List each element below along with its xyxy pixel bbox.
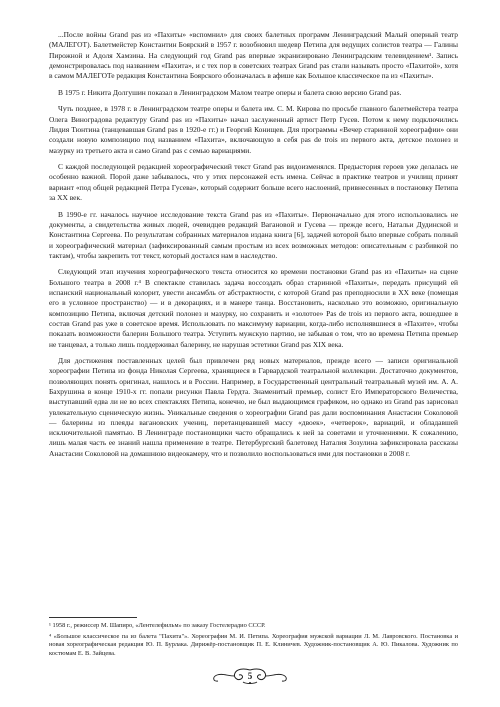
paragraph: В 1990-е гг. началось научное исследование текста Grand pas из «Пахиты». Первоначально для этого использовались не документы, а свидетельства живых людей, очевидцев редакций Вагановой и Гусева — прежде всего, Натальи Дудинской и Константина Сергеева. По результатам собранных материалов издана книга [6], задачей которой было впервые собрать полный и хореографический материал (зафиксированный самым простым из всех возможных методов: описательным с разбивкой по тактам), чтобы закрепить тот текст, который достался нам в наследство. <box>49 209 458 260</box>
paragraph: В 1975 г. Никита Долгушин показал в Ленинградском Малом театре оперы и балета свою версию Grand pas. <box>58 87 402 97</box>
footnote: ⁴ «Большое классическое па из балета "Пахита"». Хореография М. И. Петипа. Хореография мужской вариации Л. М. Лавровского. Постановка и новая хореографическая редакция Ю. П. Бурлака. Дирижёр-постановщик П. Е. Клиничев. Художник-постановщик А. Ю. Пикалова. Художник по костюмам Е. В. Зайцева. <box>49 633 458 657</box>
body-text <box>49 30 458 465</box>
page-number: 5 <box>247 671 253 681</box>
paragraph: ...После войны Grand pas из «Пахиты» «вспомнил» для своих балетных программ Ленинградский Малый оперный театр (МАЛЕГОТ). Балетмейстер Константин Боярский в 1957 г. возобновил шедевр Петипа для ведущих солистов театра — Галины Пирожной и Адоля Хамзина. На следующий год Grand pas впервые экранизировано Ленинградским телевидением¹. Запись демонстрировалась под названием «Пахита», и с тех пор в советских театрах Grand pas стали называть просто «Пахитой», хотя в самом МАЛЕГОТе редакция Константина Боярского обозначалась в афише как Большое классическое па из «Пахиты». <box>49 30 458 81</box>
paragraph: Для достижения поставленных целей был привлечен ряд новых материалов, прежде всего — записи оригинальной хореографии Петипа из фонда Николая Сергеева, хранящиеся в Гарвардской театральной коллекции. Достаточно документов, позволяющих понять оригинал, нашлось и в России. Например, в Государственный центральный театральный музей им. А. А. Бахрушина в конце 1910-х гг. попали рисунки Павла Гердта. Знаменитый премьер, солист Его Императорского Величества, выступавший едва ли не во всех спектаклях Петипа, конечно, не был выдающимся графиком, но однако из Grand pas зарисовал увлекательную сценическую жизнь. Уникальные сведения о хореографии Grand pas дали воспоминания Анастасии Соколовой — балерины из плеяды вагановских учениц, перетанцевавшей массу «двоек», «четверок», вариаций, и обладавшей исключительной памятью. В Ленинграде постановщики часто обращались к ней за советами и уточнениями. К сожалению, лишь малая часть ее знаний нашла применение в театре. Петербургский балетовед Наталия Зозулина зафиксировала рассказы Анастасии Соколовой на домашнюю видеокамеру, что и позволило воспользоваться ими для постановки в 2008 г. <box>49 356 458 458</box>
footnotes <box>49 622 458 661</box>
paragraph: Следующий этап изучения хореографического текста относится ко времени постановки Grand pas из «Пахиты» на сцене Большого театра в 2008 г.⁴ В спектакле ставилась задача воссоздать образ старинной «Пахиты», передать присущий ей испанский национальный колорит, увести ансамбль от абстрактности, с которой Grand pas преподносили в XX веке (помещая его в условное пространство) — и в декорациях, и в манере танца. Восстановить, насколько это возможно, оригинальную композицию Петипа, включая детский полонез и мазурку, но сохранить и «золотое» Pas de trois из первого акта, вошедшее в состав Grand pas уже в советское время. Использовать по максимуму вариации, когда-либо исполнявшиеся в «Пахите», чтобы показать возможности балерин Большого театра. Уступить мужскую партию, не забывая о том, что во времена Петипа премьер не танцевал, а только лишь поддерживал балерину, не нарушая эстетики Grand pas XIX века. <box>49 267 458 349</box>
paragraph: Чуть позднее, в 1978 г. в Ленинградском театре оперы и балета им. С. М. Кирова по просьбе главного балетмейстера театра Олега Виноградова редактуру Grand pas из «Пахиты» начал заслуженный артист Петр Гусев. Потом к нему подключились Лидия Тюнтина (танцевавшая Grand pas в 1920-е гг.) и Георгий Конищев. Для программы «Вечер старинной хореографии» они создали новую композицию под названием «Пахита», включающую в себя pas de trois из первого акта, детское полонез и мазурку из третьего акта и само Grand pas с семью вариациями. <box>49 104 458 155</box>
footnote: ¹ 1958 г., режиссер М. Шапиро, «Лентелефильм» по заказу Гостелерадио СССР. <box>49 622 266 629</box>
footnote-separator <box>49 617 137 618</box>
paragraph: С каждой последующей редакцией хореографический текст Grand pas видоизменялся. Предыстория героев уже делалась не особенно важной. Порой даже забывалось, что у этих персонажей есть имена. Сейчас в практике театров и училищ принят вариант «под общей редакцией Петра Гусева», который содержит больше всего наслоений, привнесенных в постановку Петипа за XX век. <box>49 162 458 203</box>
